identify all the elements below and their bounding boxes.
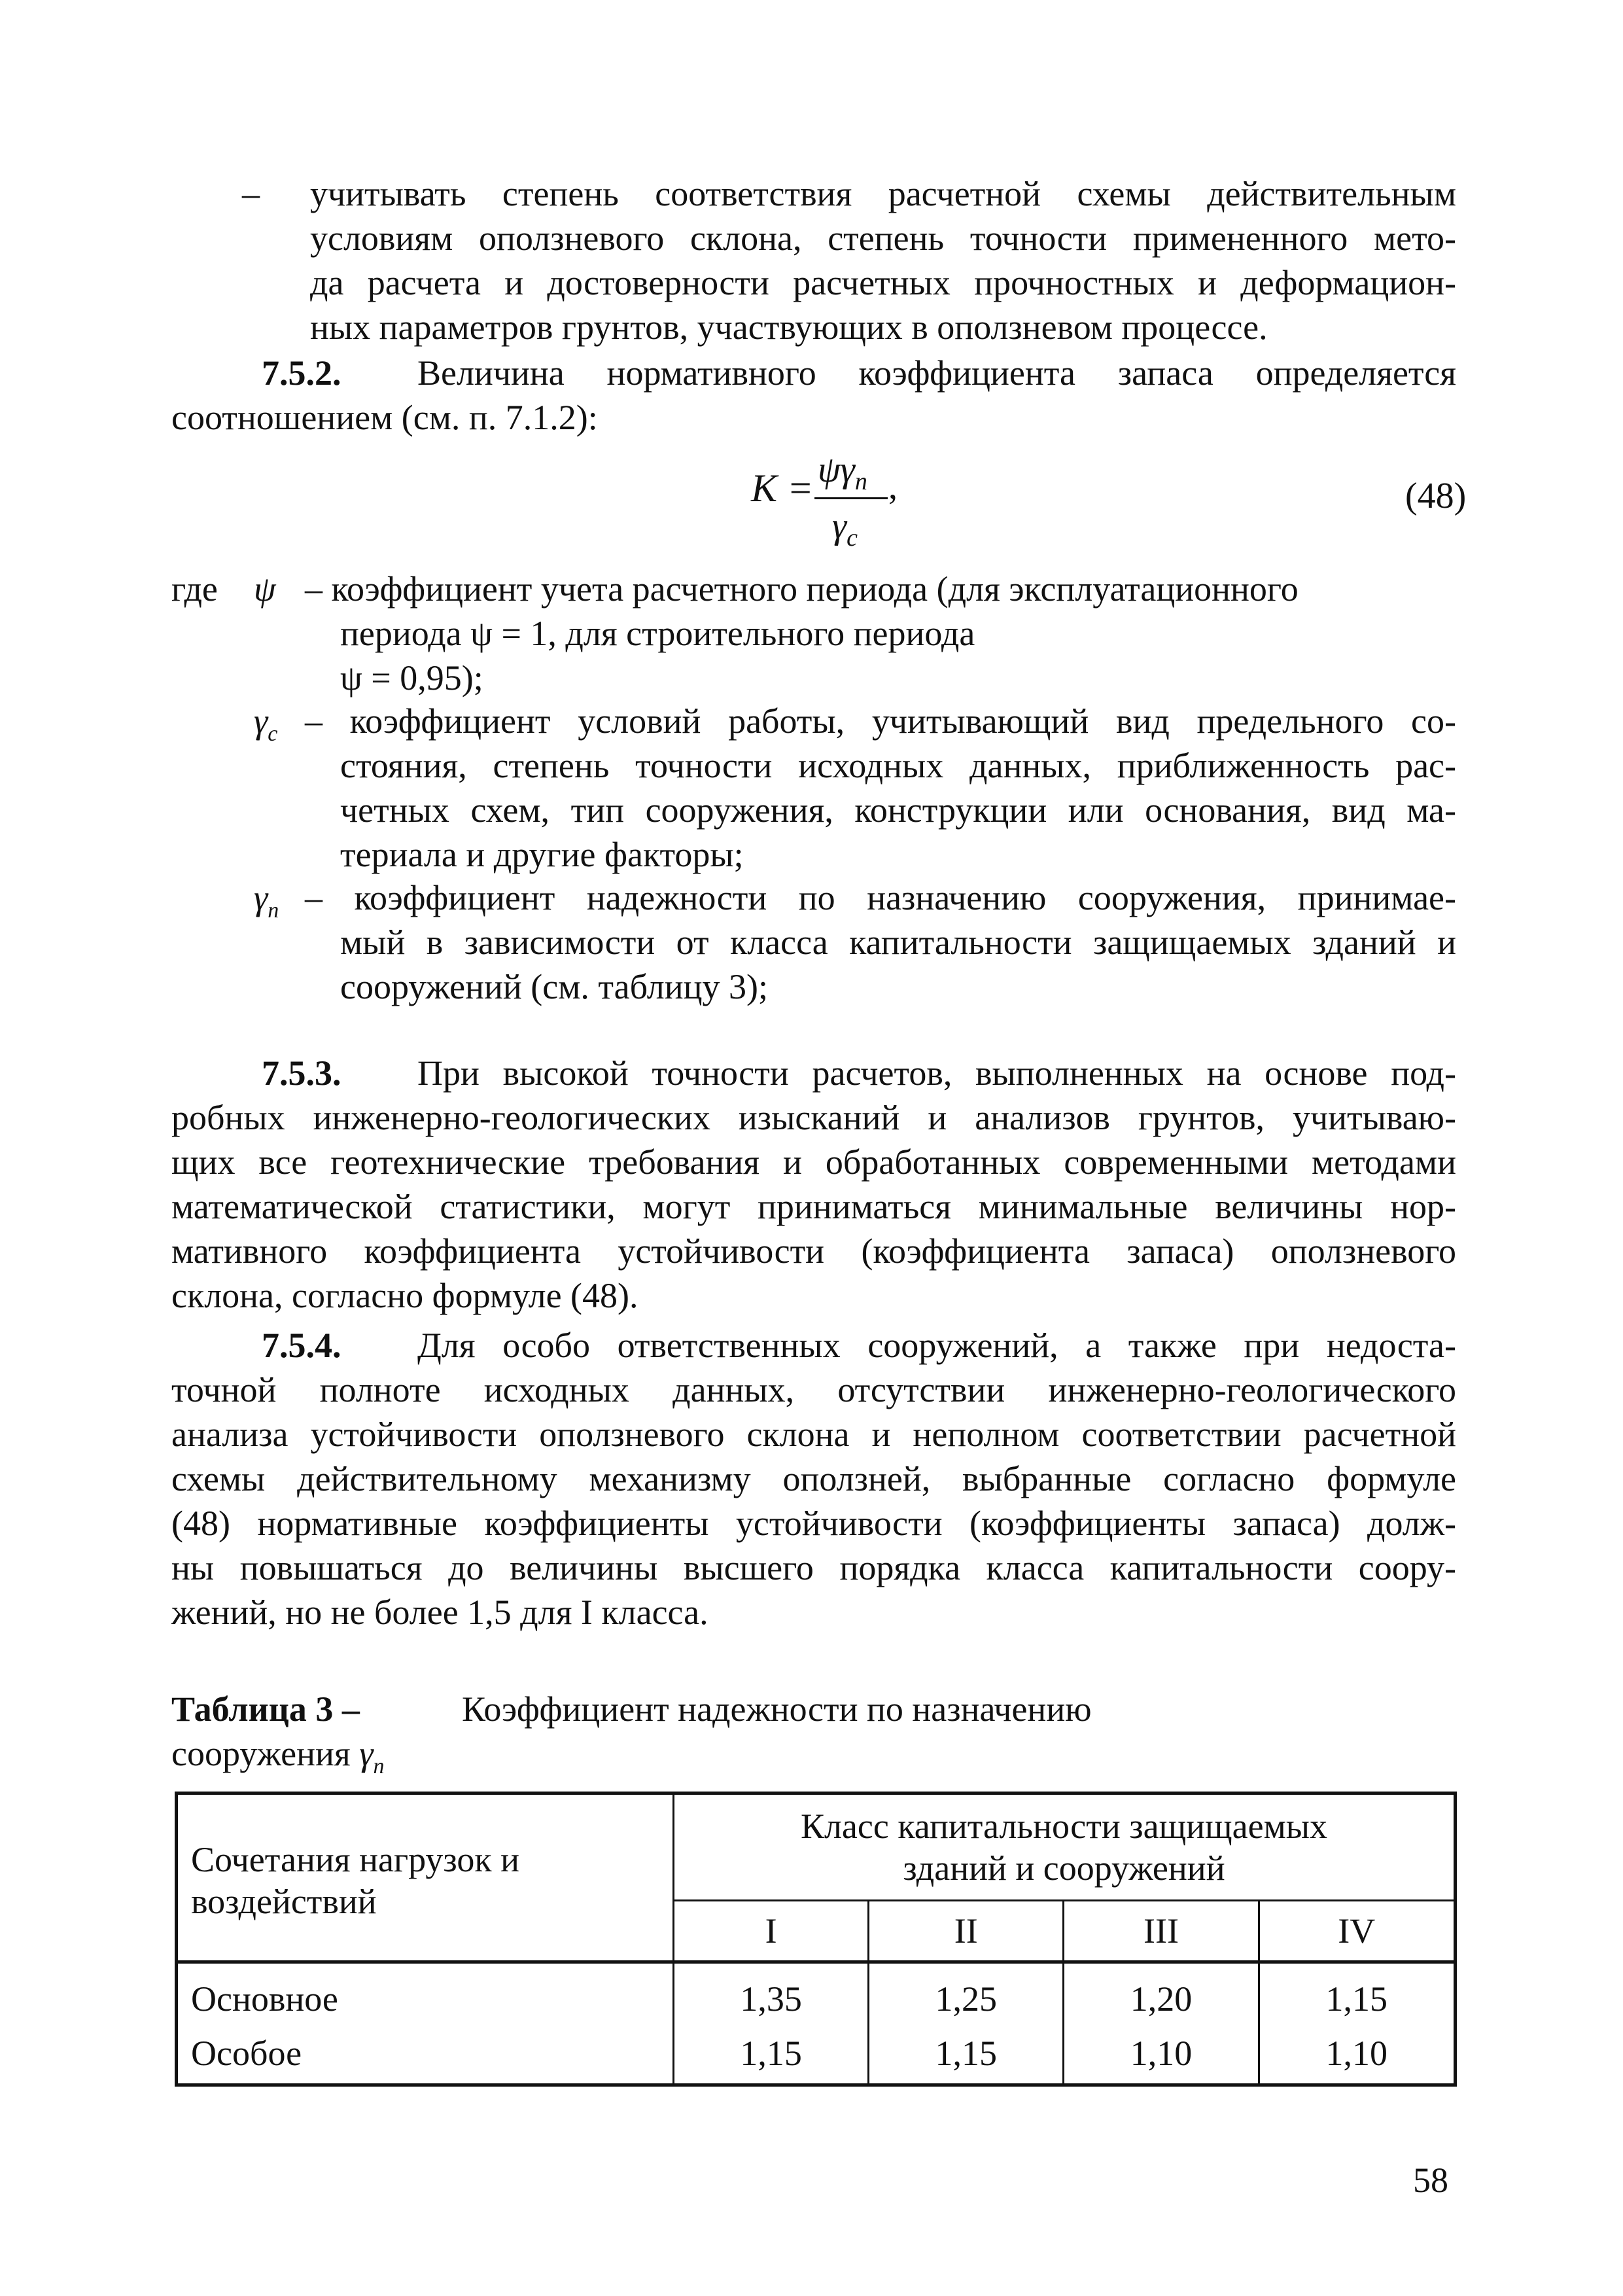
caption-symbol-main: γ	[359, 1734, 374, 1773]
row-label: Особое	[177, 2024, 674, 2085]
definition-psi	[305, 567, 1456, 700]
definition-line: – коэффициент условий работы, учитывающий вид предельного со-	[305, 701, 1456, 741]
section-number-7-5-3: 7.5.3.	[262, 1053, 341, 1093]
bullet-line: учитывать степень соответствия расчетной схемы действительным	[310, 174, 1456, 213]
bullet-line: условиям оползневого склона, степень точности примененного мето-	[310, 219, 1456, 258]
paragraph-line: Для особо ответственных сооружений, а также при недоста-	[417, 1326, 1456, 1365]
definition-gamma-n	[305, 875, 1456, 1009]
caption-symbol	[359, 1734, 385, 1778]
table-header-row	[177, 1793, 1456, 1901]
header-line: Сочетания нагрузок и	[191, 1839, 520, 1879]
equation-number: (48)	[1405, 476, 1467, 516]
definition-gamma-c	[305, 699, 1456, 877]
symbol-gamma-c	[254, 699, 277, 756]
header-class-i: I	[674, 1901, 869, 1962]
table-cell: 1,10	[1064, 2024, 1259, 2085]
section-7-5-2-line: соотношением (см. п. 7.1.2):	[171, 398, 598, 437]
bullet-text	[310, 171, 1456, 349]
paragraph-line: робных инженерно-геологических изысканий и анализов грунтов, учитываю-	[171, 1098, 1456, 1137]
symbol-gamma-n	[254, 875, 279, 933]
symbol-gamma-c-sub: c	[268, 721, 278, 746]
symbol-gamma-n-sub: n	[268, 898, 279, 923]
header-class-iv: IV	[1259, 1901, 1455, 1962]
section-7-5-4-text	[171, 1323, 1456, 1634]
paragraph-line: ны повышаться до величины высшего порядка класса капитальности соору-	[171, 1548, 1456, 1587]
paragraph-line: точной полноте исходных данных, отсутствии инженерно-геологического	[171, 1370, 1456, 1409]
table-caption-line2	[171, 1731, 385, 1789]
definition-line: мый в зависимости от класса капитальности защищаемых зданий и	[340, 923, 1456, 962]
paragraph-line: математической статистики, могут приниматься минимальные величины нор-	[171, 1187, 1456, 1226]
section-7-5-2-line: Величина нормативного коэффициента запаса определяется	[417, 353, 1456, 393]
fraction-bar	[814, 497, 888, 499]
symbol-gamma-n-main: γ	[254, 878, 268, 917]
table-row	[177, 2024, 1456, 2085]
paragraph-line: склона, согласно формуле (48).	[171, 1276, 638, 1315]
row-label: Основное	[177, 1962, 674, 2024]
table-cell: 1,25	[869, 1962, 1064, 2024]
paragraph-line: схемы действительному механизму оползней, выбранные согласно формуле	[171, 1459, 1456, 1498]
header-line: зданий и сооружений	[903, 1848, 1225, 1888]
definition-line: – коэффициент учета расчетного периода (для эксплуатационного	[305, 569, 1299, 609]
caption-symbol-sub: n	[373, 1754, 385, 1778]
table-caption-label: Таблица 3 –	[171, 1689, 360, 1729]
table-caption-text: Коэффициент надежности по назначению	[462, 1689, 1092, 1729]
definition-line: – коэффициент надежности по назначению сооружения, принимае-	[305, 878, 1456, 917]
header-load-combinations	[177, 1793, 674, 1962]
table-cell: 1,35	[674, 1962, 869, 2024]
table-row	[177, 1962, 1456, 2024]
paragraph-line: анализа устойчивости оползневого склона и неполном соответствии расчетной	[171, 1415, 1456, 1454]
section-7-5-3-text	[171, 1051, 1456, 1318]
definition-line: ψ = 0,95);	[340, 658, 483, 698]
formula-denominator	[832, 505, 858, 552]
caption-word: сооружения	[171, 1734, 351, 1773]
definition-line: сооружений (см. таблицу 3);	[340, 967, 769, 1006]
header-line: воздействий	[191, 1881, 377, 1921]
formula-lhs: K =	[751, 467, 814, 510]
definition-line: териала и другие факторы;	[340, 835, 744, 874]
table-cell: 1,15	[1259, 1962, 1455, 2024]
table-cell: 1,20	[1064, 1962, 1259, 2024]
definition-line: периода ψ = 1, для строительного периода	[340, 614, 975, 653]
paragraph-line: При высокой точности расчетов, выполненных на основе под-	[417, 1053, 1456, 1093]
table-cell: 1,15	[674, 2024, 869, 2085]
denominator-symbol: γ	[832, 506, 847, 546]
denominator-subscript: c	[846, 524, 858, 552]
definition-line: стояния, степень точности исходных данных, приближенность рас-	[340, 746, 1456, 785]
paragraph-line: жений, но не более 1,5 для I класса.	[171, 1593, 708, 1632]
bullet-dash: –	[242, 174, 260, 213]
formula-numerator	[818, 449, 867, 496]
paragraph-line: (48) нормативные коэффициенты устойчивости (коэффициенты запаса) долж-	[171, 1504, 1456, 1543]
bullet-line: да расчета и достоверности расчетных прочностных и деформацион-	[310, 263, 1456, 302]
table-cell: 1,10	[1259, 2024, 1455, 2085]
page-number: 58	[1413, 2161, 1448, 2200]
definition-line: четных схем, тип сооружения, конструкции или основания, вид ма-	[340, 790, 1456, 830]
numerator-subscript: n	[854, 468, 867, 496]
symbol-psi	[254, 567, 276, 611]
paragraph-line: мативного коэффициента устойчивости (коэффициента запаса) оползневого	[171, 1231, 1456, 1271]
formula-comma: ,	[888, 467, 898, 507]
section-number-7-5-4: 7.5.4.	[262, 1326, 341, 1365]
symbol-gamma-c-main: γ	[254, 701, 268, 741]
paragraph-line: щих все геотехнические требования и обработанных современными методами	[171, 1142, 1456, 1182]
table-3	[175, 1792, 1457, 2087]
section-number-7-5-2: 7.5.2.	[262, 353, 341, 393]
header-capital-class	[674, 1793, 1456, 1901]
symbol-psi-main: ψ	[254, 569, 276, 609]
table-cell: 1,15	[869, 2024, 1064, 2085]
header-class-ii: II	[869, 1901, 1064, 1962]
numerator-symbols: ψγ	[818, 450, 855, 490]
header-line: Класс капитальности защищаемых	[800, 1807, 1328, 1846]
where-label: где	[171, 569, 218, 609]
header-class-iii: III	[1064, 1901, 1259, 1962]
bullet-line: ных параметров грунтов, участвующих в оползневом процессе.	[310, 308, 1268, 347]
